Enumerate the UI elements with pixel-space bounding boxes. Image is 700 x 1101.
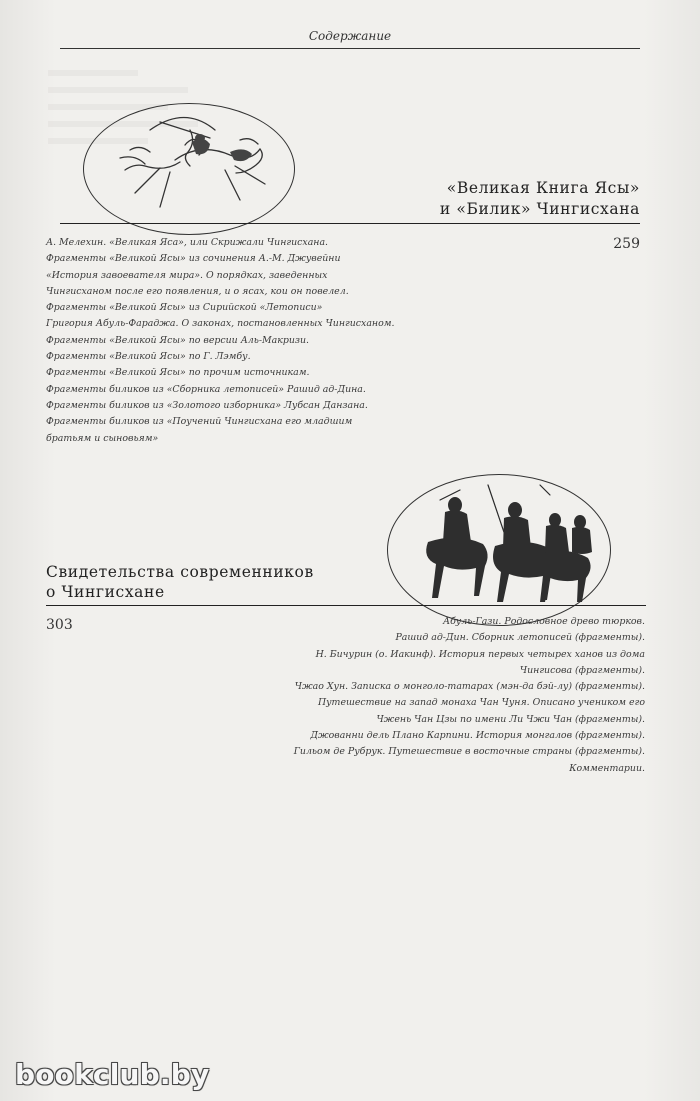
toc-entry: Н. Бичурин (о. Иакинф). История первых четырех ханов из дома xyxy=(315,648,645,660)
toc-entry: Фрагменты биликов из «Поучений Чингисхана его младшим xyxy=(46,416,353,428)
section-1-page-number: 259 xyxy=(613,236,640,252)
toc-entry: Фрагменты «Великой Ясы» из Сирийской «Летописи» xyxy=(46,302,323,314)
toc-entry: «История завоевателя мира». О порядках, заведенных xyxy=(46,269,328,281)
archer-horseman-illustration xyxy=(90,100,290,225)
section-1-title xyxy=(440,178,640,220)
section-2-title-line-2: о Чингисхане xyxy=(46,583,165,601)
toc-entry: Гильом де Рубрук. Путешествие в восточные страны (фрагменты). xyxy=(293,746,645,758)
toc-entry: Комментарии. xyxy=(569,762,645,774)
toc-entry: Фрагменты «Великой Ясы» по версии Аль-Макризи. xyxy=(46,334,309,346)
section-1-rule xyxy=(60,223,640,224)
section-1-title-line-1: «Великая Книга Ясы» xyxy=(446,179,640,197)
section-2-rule xyxy=(46,605,646,606)
toc-entry: Фрагменты «Великой Ясы» по Г. Лэмбу. xyxy=(46,351,251,363)
toc-entry: А. Мелехин. «Великая Яса», или Скрижали Чингисхана. xyxy=(46,237,329,248)
top-rule xyxy=(60,48,640,49)
toc-entry: Фрагменты «Великой Ясы» из сочинения А.-М. Джувейни xyxy=(46,253,341,265)
toc-entry: Фрагменты биликов из «Сборника летописей» Рашид ад-Дина. xyxy=(46,383,366,395)
toc-entry: Рашид ад-Дин. Сборник летописей (фрагменты). xyxy=(395,632,645,644)
toc-entry: Путешествие на запад монаха Чан Чуня. Описано учеником его xyxy=(317,697,645,709)
running-head: Содержание xyxy=(308,29,392,43)
mounted-warriors-illustration xyxy=(400,480,610,610)
toc-entry: Фрагменты биликов из «Золотого изборника» Лубсан Данзана. xyxy=(46,399,368,411)
section-2-title xyxy=(46,562,314,602)
section-2-page-number: 303 xyxy=(46,617,73,633)
toc-entry: Джованни дель Плано Карпини. История монгалов (фрагменты). xyxy=(310,730,645,742)
toc-entry: Абуль-Гази. Родословное древо тюрков. xyxy=(442,616,645,627)
toc-entry: Чжао Хун. Записка о монголо-татарах (мэн-да бэй-лу) (фрагменты). xyxy=(294,681,645,693)
toc-entry: братьям и сыновьям» xyxy=(46,432,159,444)
toc-entry: Фрагменты «Великой Ясы» по прочим источникам. xyxy=(46,367,310,379)
section-2-title-line-1: Свидетельства современников xyxy=(46,563,314,581)
toc-entry: Григория Абуль-Фараджа. О законах, постановленных Чингисханом. xyxy=(46,318,395,330)
watermark-logo: bookclub.by xyxy=(15,1058,210,1091)
section-2-entries xyxy=(225,614,645,777)
toc-entry: Чжень Чан Цзы по имени Ли Чжи Чан (фрагменты). xyxy=(376,713,645,725)
toc-entry: Чингисова (фрагменты). xyxy=(519,664,645,676)
section-1-entries xyxy=(46,235,466,447)
section-1-title-line-2: и «Билик» Чингисхана xyxy=(439,200,640,218)
toc-entry: Чингисханом после его появления, и о ясах, кои он повелел. xyxy=(46,285,349,297)
